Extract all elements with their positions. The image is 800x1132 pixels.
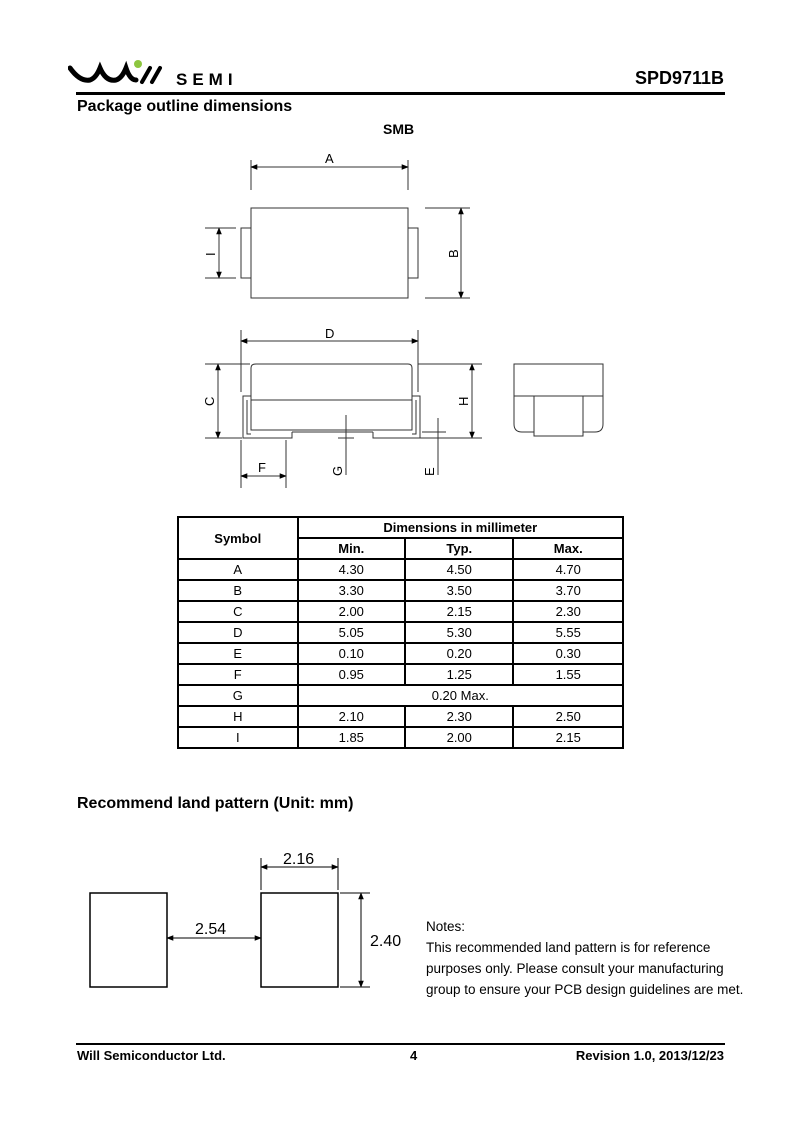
row-max: 5.55 bbox=[513, 622, 623, 643]
notes-line: purposes only. Please consult your manufacturing bbox=[426, 961, 724, 976]
row-typ: 5.30 bbox=[405, 622, 513, 643]
footer-rule bbox=[76, 1043, 725, 1045]
row-typ: 2.15 bbox=[405, 601, 513, 622]
notes-line: group to ensure your PCB design guidelines are met. bbox=[426, 982, 744, 997]
row-min: 0.10 bbox=[298, 643, 405, 664]
table-row bbox=[178, 685, 623, 706]
row-max: 2.50 bbox=[513, 706, 623, 727]
row-max: 3.70 bbox=[513, 580, 623, 601]
logo-text: SEMI bbox=[176, 70, 238, 89]
pad-gap-value: 2.54 bbox=[195, 921, 227, 938]
row-min: 3.30 bbox=[298, 580, 405, 601]
row-typ: 4.50 bbox=[405, 559, 513, 580]
row-symbol: B bbox=[178, 580, 298, 601]
package-outline-drawing bbox=[190, 145, 630, 490]
land-pattern-drawing bbox=[85, 845, 405, 995]
table-row bbox=[178, 706, 623, 727]
row-symbol: I bbox=[178, 727, 298, 748]
label-b: B bbox=[446, 249, 461, 258]
row-max: 1.55 bbox=[513, 664, 623, 685]
row-typ: 2.00 bbox=[405, 727, 513, 748]
row-symbol: E bbox=[178, 643, 298, 664]
pad-height-value: 2.40 bbox=[370, 933, 402, 950]
dimensions-group-header: Dimensions in millimeter bbox=[298, 517, 623, 538]
side-view-lead-right bbox=[373, 396, 420, 438]
side-view-lead-left bbox=[243, 396, 292, 438]
table-row bbox=[178, 664, 623, 685]
label-f: F bbox=[258, 460, 266, 475]
row-max: 2.15 bbox=[513, 727, 623, 748]
top-view-lead-right bbox=[408, 228, 418, 278]
label-d: D bbox=[325, 326, 335, 341]
max-header: Max. bbox=[513, 538, 623, 559]
table-header-row bbox=[178, 517, 623, 538]
label-h: H bbox=[456, 396, 471, 406]
table-row bbox=[178, 559, 623, 580]
company-logo bbox=[68, 58, 176, 88]
table-row bbox=[178, 601, 623, 622]
notes-line: This recommended land pattern is for reference bbox=[426, 940, 711, 955]
label-c: C bbox=[202, 396, 217, 406]
row-max: 0.30 bbox=[513, 643, 623, 664]
land-pattern-title: Recommend land pattern (Unit: mm) bbox=[77, 795, 354, 812]
top-view-body bbox=[251, 208, 408, 298]
footer-revision: Revision 1.0, 2013/12/23 bbox=[575, 1048, 724, 1063]
side-view-body bbox=[251, 364, 412, 430]
notes bbox=[426, 916, 756, 1000]
row-symbol: D bbox=[178, 622, 298, 643]
row-min: 2.10 bbox=[298, 706, 405, 727]
label-e: E bbox=[422, 467, 437, 476]
row-typ: 1.25 bbox=[405, 664, 513, 685]
row-typ: 0.20 bbox=[405, 643, 513, 664]
row-symbol: H bbox=[178, 706, 298, 727]
row-min: 0.95 bbox=[298, 664, 405, 685]
row-max: 2.30 bbox=[513, 601, 623, 622]
table-row bbox=[178, 580, 623, 601]
footer-page-number: 4 bbox=[410, 1048, 418, 1063]
row-symbol: A bbox=[178, 559, 298, 580]
row-min: 4.30 bbox=[298, 559, 405, 580]
footer-company: Will Semiconductor Ltd. bbox=[77, 1048, 226, 1063]
row-min: 1.85 bbox=[298, 727, 405, 748]
part-number: SPD9711B bbox=[634, 68, 724, 88]
symbol-header: Symbol bbox=[178, 517, 298, 559]
row-span-value: 0.20 Max. bbox=[298, 685, 623, 706]
table-row bbox=[178, 622, 623, 643]
package-type-label: SMB bbox=[383, 121, 415, 137]
dimensions-table bbox=[177, 516, 624, 749]
notes-title: Notes: bbox=[426, 919, 466, 934]
row-symbol: C bbox=[178, 601, 298, 622]
table-row bbox=[178, 643, 623, 664]
row-typ: 3.50 bbox=[405, 580, 513, 601]
land-pad-left bbox=[90, 893, 167, 987]
top-view-lead-left bbox=[241, 228, 251, 278]
logo-dot bbox=[134, 60, 142, 68]
label-g: G bbox=[330, 465, 345, 476]
package-outline-title: Package outline dimensions bbox=[77, 98, 293, 115]
land-pad-right bbox=[261, 893, 338, 987]
label-i: I bbox=[203, 252, 218, 256]
pad-width-value: 2.16 bbox=[283, 851, 315, 868]
row-min: 5.05 bbox=[298, 622, 405, 643]
typ-header: Typ. bbox=[405, 538, 513, 559]
logo-mark bbox=[70, 68, 136, 80]
header-rule bbox=[76, 92, 725, 95]
row-symbol: G bbox=[178, 685, 298, 706]
row-symbol: F bbox=[178, 664, 298, 685]
min-header: Min. bbox=[298, 538, 405, 559]
row-max: 4.70 bbox=[513, 559, 623, 580]
end-view-body bbox=[514, 364, 603, 396]
table-row bbox=[178, 727, 623, 748]
row-typ: 2.30 bbox=[405, 706, 513, 727]
label-a: A bbox=[325, 151, 334, 166]
row-min: 2.00 bbox=[298, 601, 405, 622]
